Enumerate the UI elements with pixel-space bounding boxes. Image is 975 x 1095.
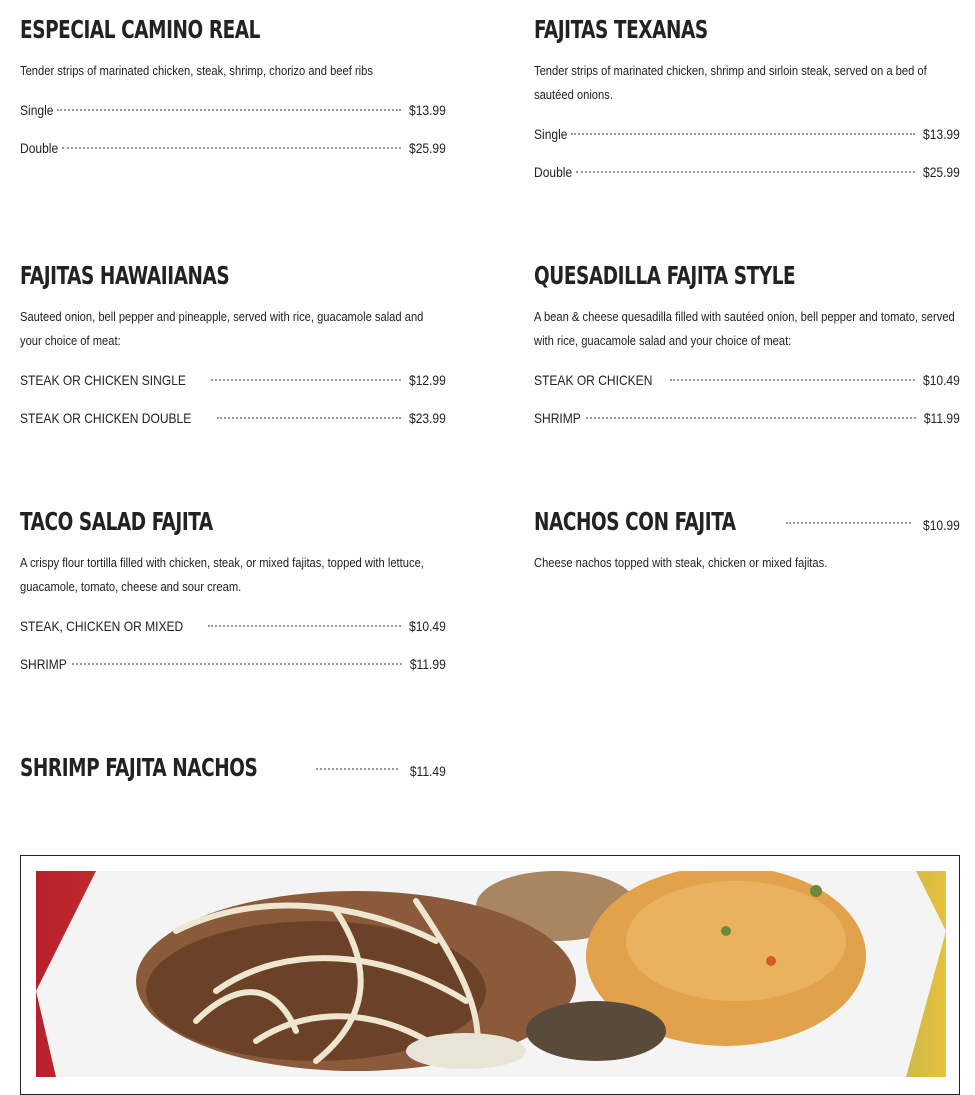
price-value: $11.49 [410,763,446,779]
dot-leader [586,417,916,419]
price-label: Double [534,164,573,180]
item-description: Tender strips of marinated chicken, shrimp and sirloin steak, served on a bed of sautéed onions. [534,63,927,102]
title-price-row [20,748,446,788]
menu-item-nachos-con-fajita [534,502,960,583]
menu-item-fajitas-hawaiianas [20,256,446,437]
price-row [20,361,446,399]
price-row [20,129,446,167]
price-value: $10.49 [923,372,960,388]
price-value: $10.99 [923,517,960,533]
item-description: A crispy flour tortilla filled with chicken, steak, or mixed fajitas, topped with lettuce, guacamole, tomato, cheese and sour cream. [20,555,424,594]
item-title: ESPECIAL CAMINO REAL [20,15,261,44]
price-label: SHRIMP [534,410,581,426]
menu-item-quesadilla-fajita-style [534,256,960,437]
photo-frame [20,855,960,1095]
item-title: SHRIMP FAJITA NACHOS [20,753,258,782]
price-row [20,607,446,645]
dot-leader [72,663,402,665]
dot-leader [62,147,401,149]
menu-item-fajitas-texanas [534,10,960,191]
dot-leader [571,133,915,135]
price-label: STEAK, CHICKEN OR MIXED [20,618,184,634]
menu-item-taco-salad-fajita [20,502,446,683]
item-title: FAJITAS TEXANAS [534,15,708,44]
price-value: $11.99 [410,656,446,672]
item-title: TACO SALAD FAJITA [20,507,213,536]
dot-leader [208,625,401,627]
price-value: $13.99 [409,102,446,118]
item-title: FAJITAS HAWAIIANAS [20,261,230,290]
item-description: Sauteed onion, bell pepper and pineapple, served with rice, guacamole salad and your choice of meat: [20,309,424,348]
price-label: Single [20,102,54,118]
price-row [534,115,960,153]
price-row [534,153,960,191]
price-row [534,399,960,437]
price-row [534,361,960,399]
dot-leader [57,109,401,111]
item-title: QUESADILLA FAJITA STYLE [534,261,796,290]
price-label: STEAK OR CHICKEN [534,372,653,388]
dot-leader [670,379,915,381]
price-label: STEAK OR CHICKEN SINGLE [20,372,186,388]
item-title: NACHOS CON FAJITA [534,507,736,536]
dot-leader [217,417,401,419]
price-value: $23.99 [409,410,446,426]
price-label: SHRIMP [20,656,67,672]
item-description: A bean & cheese quesadilla filled with sautéed onion, bell pepper and tomato, served with rice, guacamole salad and your choice of meat: [534,309,955,348]
price-label: STEAK OR CHICKEN DOUBLE [20,410,192,426]
price-row [20,399,446,437]
item-description: Tender strips of marinated chicken, steak, shrimp, chorizo and beef ribs [20,63,373,78]
fajita-plate-illustration [36,871,946,1077]
price-label: Single [534,126,568,142]
price-value: $25.99 [409,140,446,156]
item-description: Cheese nachos topped with steak, chicken or mixed fajitas. [534,555,828,570]
menu-item-especial-camino-real [20,10,446,167]
price-value: $10.49 [409,618,446,634]
price-value: $25.99 [923,164,960,180]
price-value: $13.99 [923,126,960,142]
dot-leader [576,171,915,173]
dot-leader [211,379,401,381]
title-price-row [534,502,960,542]
dot-leader [316,768,399,770]
price-row [20,645,446,683]
menu-item-shrimp-fajita-nachos [20,748,446,788]
price-label: Double [20,140,59,156]
price-value: $11.99 [924,410,960,426]
price-row [20,91,446,129]
dot-leader [786,522,911,524]
price-value: $12.99 [409,372,446,388]
fajita-plate-photo [36,871,946,1077]
